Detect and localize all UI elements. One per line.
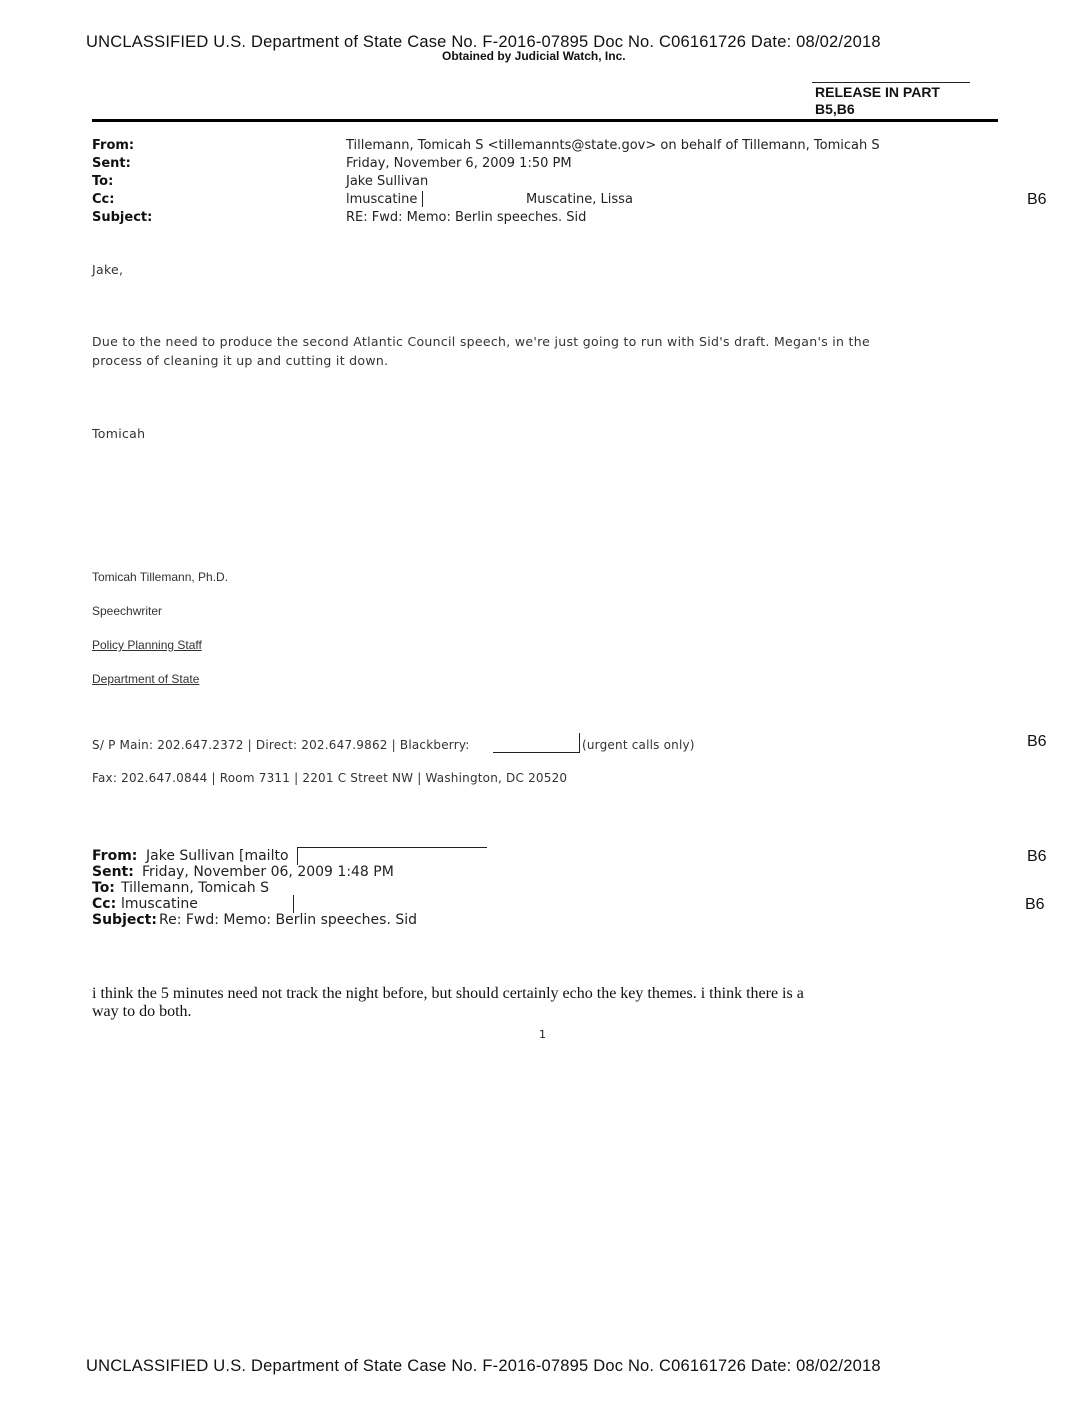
body-line: way to do both. [92,1003,192,1020]
b6-code: B6 [1027,733,1047,750]
to-value: Jake Sullivan [346,174,429,189]
signature-title: Speechwriter [92,604,163,618]
body-line: i think the 5 minutes need not track the night before, but should certainly echo the key themes. i think there is a [92,985,804,1002]
b6-code: B6 [1025,896,1045,913]
from-label: From: [92,138,135,153]
subject-label: Subject: [92,210,153,225]
subject-value: RE: Fwd: Memo: Berlin speeches. Sid [346,210,587,225]
release-rule [812,82,970,83]
b6-code: B6 [1027,191,1047,208]
sent-label: Sent: [92,156,131,171]
redaction-mark [293,895,294,913]
to-value: Tillemann, Tomicah S [121,880,270,896]
footer-banner: UNCLASSIFIED U.S. Department of State Case No. F-2016-07895 Doc No. C06161726 Date: 08/02/2018 [86,1357,881,1375]
redaction-line [493,752,579,753]
from-value: Tillemann, Tomicah S <tillemannts@state.gov> on behalf of Tillemann, Tomicah S [346,138,880,153]
cc-value-2: Muscatine, Lissa [526,192,633,207]
signoff: Tomicah [92,426,146,441]
body-line: process of cleaning it up and cutting it down. [92,353,389,368]
to-label: To: [92,174,114,189]
greeting: Jake, [92,262,124,277]
cc-value-1: lmuscatine [346,192,418,207]
sent-label: Sent: [92,864,134,880]
page-number: 1 [539,1028,546,1041]
to-label: To: [92,880,115,896]
header-divider [92,119,998,122]
subject-value: Re: Fwd: Memo: Berlin speeches. Sid [159,912,418,928]
from-label: From: [92,848,138,864]
header-banner: UNCLASSIFIED U.S. Department of State Case No. F-2016-07895 Doc No. C06161726 Date: 08/02/2018 [86,33,881,51]
from-value: Jake Sullivan [mailto [146,848,289,864]
sent-value: Friday, November 06, 2009 1:48 PM [142,864,394,880]
signature-name: Tomicah Tillemann, Ph.D. [92,570,229,584]
release-codes: B5,B6 [815,101,855,117]
cc-value: lmuscatine [121,896,198,912]
subject-label: Subject: [92,912,157,928]
urgent-calls: (urgent calls only) [582,738,695,752]
redaction-mark [579,733,580,753]
release-title: RELEASE IN PART [815,84,940,100]
redaction-line [297,847,487,848]
redaction-mark [422,191,423,207]
body-line: Due to the need to produce the second Atlantic Council speech, we're just going to run with Sid's draft. Megan's in the [92,334,870,349]
obtained-by: Obtained by Judicial Watch, Inc. [442,49,626,63]
signature-phones: S/ P Main: 202.647.2372 | Direct: 202.647.9862 | Blackberry: [92,738,470,752]
cc-label: Cc: [92,896,117,912]
signature-fax: Fax: 202.647.0844 | Room 7311 | 2201 C Street NW | Washington, DC 20520 [92,771,568,785]
sent-value: Friday, November 6, 2009 1:50 PM [346,156,572,171]
signature-office: Policy Planning Staff [92,638,202,652]
signature-department: Department of State [92,672,200,686]
b6-code: B6 [1027,848,1047,865]
cc-label: Cc: [92,192,115,207]
redaction-mark [297,847,298,865]
